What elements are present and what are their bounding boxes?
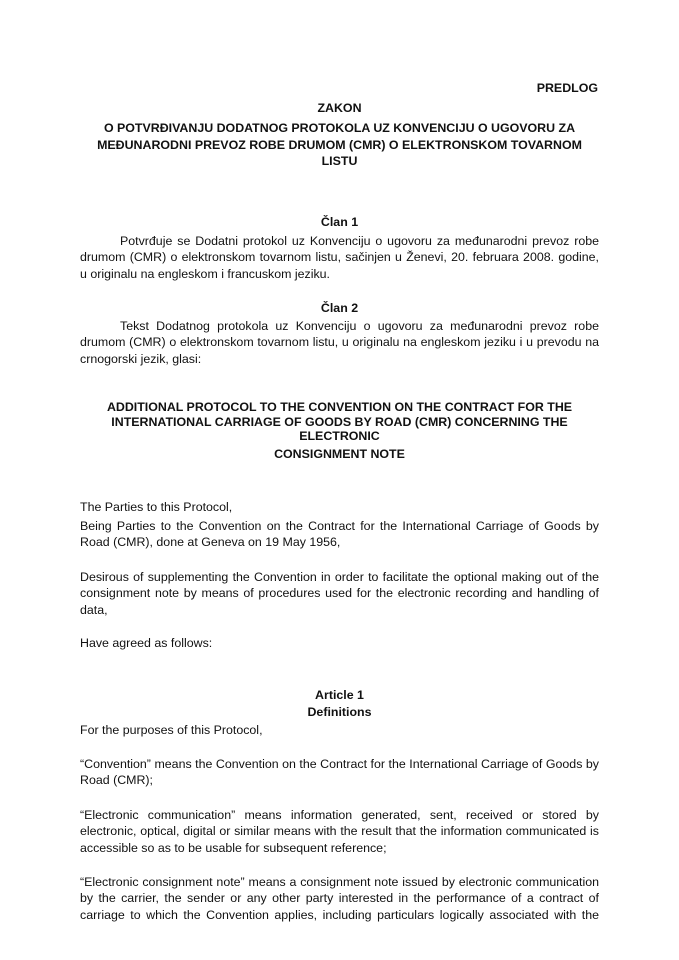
clan-1-text: Potvrđuje se Dodatni protokol uz Konvenciju o ugovoru za međunarodni prevoz robe drumom (CMR) o elektronskom tovarnom listu, sačinjen u Ženevi, 20. februara 2008. godine, u originalu na engleskom i francuskom jeziku. — [80, 234, 599, 281]
preamble-parties: The Parties to this Protocol, — [80, 500, 233, 514]
law-heading: ZAKON — [317, 101, 362, 115]
predlog-label: PREDLOG — [536, 81, 598, 95]
article-1-intro: For the purposes of this Protocol, — [80, 723, 263, 737]
clan-1-heading: Član 1 — [320, 215, 359, 229]
preamble-agreed: Have agreed as follows: — [80, 636, 213, 650]
preamble-desirous: Desirous of supplementing the Convention in order to facilitate the optional making out of the consignment note by means of procedures used for the electronic recording and handling of data, — [80, 570, 599, 617]
law-title-line: MEĐUNARODNI PREVOZ ROBE DRUMOM (CMR) O ELEKTRONSKOM TOVARNOM — [97, 137, 582, 152]
clan-2-heading: Član 2 — [320, 301, 359, 315]
definition-electronic-consignment-note: “Electronic consignment note” means a consignment note issued by electronic communication by the carrier, the sender or any other party interested in the performance of a contract of carriage to which the Convention applies, including particulars logically associated with the — [80, 875, 599, 922]
definition-electronic-communication: “Electronic communication” means information generated, sent, received or stored by electronic, optical, digital or similar means with the result that the information communicated is accessible so as to be usable for subsequent reference; — [80, 808, 599, 855]
protocol-title-line: ADDITIONAL PROTOCOL TO THE CONVENTION ON THE CONTRACT FOR THE — [106, 400, 573, 414]
law-title-line: O POTVRĐIVANJU DODATNOG PROTOKOLA UZ KONVENCIJU O UGOVORU ZA — [103, 121, 576, 135]
article-1-heading: Article 1 — [315, 688, 364, 702]
protocol-title — [80, 400, 599, 461]
definition-convention: “Convention” means the Convention on the Contract for the International Carriage of Goods by Road (CMR); — [80, 757, 599, 788]
preamble-being: Being Parties to the Convention on the Contract for the International Carriage of Goods by Road (CMR), done at Geneva on 19 May 1956, — [80, 519, 599, 550]
clan-2-text: Tekst Dodatnog protokola uz Konvenciju o ugovoru za međunarodni prevoz robe drumom (CMR) o elektronskom tovarnom listu, u originalu na engleskom jeziku i u prevodu na crnogorski jezik, glasi: — [80, 319, 599, 366]
law-title — [80, 120, 599, 170]
protocol-title-line: ELECTRONIC — [299, 429, 380, 443]
article-1-subheading: Definitions — [307, 705, 372, 719]
protocol-title-line: CONSIGNMENT NOTE — [274, 446, 405, 461]
protocol-title-line: INTERNATIONAL CARRIAGE OF GOODS BY ROAD (CMR) CONCERNING THE — [111, 414, 568, 429]
law-title-line: LISTU — [321, 154, 358, 168]
